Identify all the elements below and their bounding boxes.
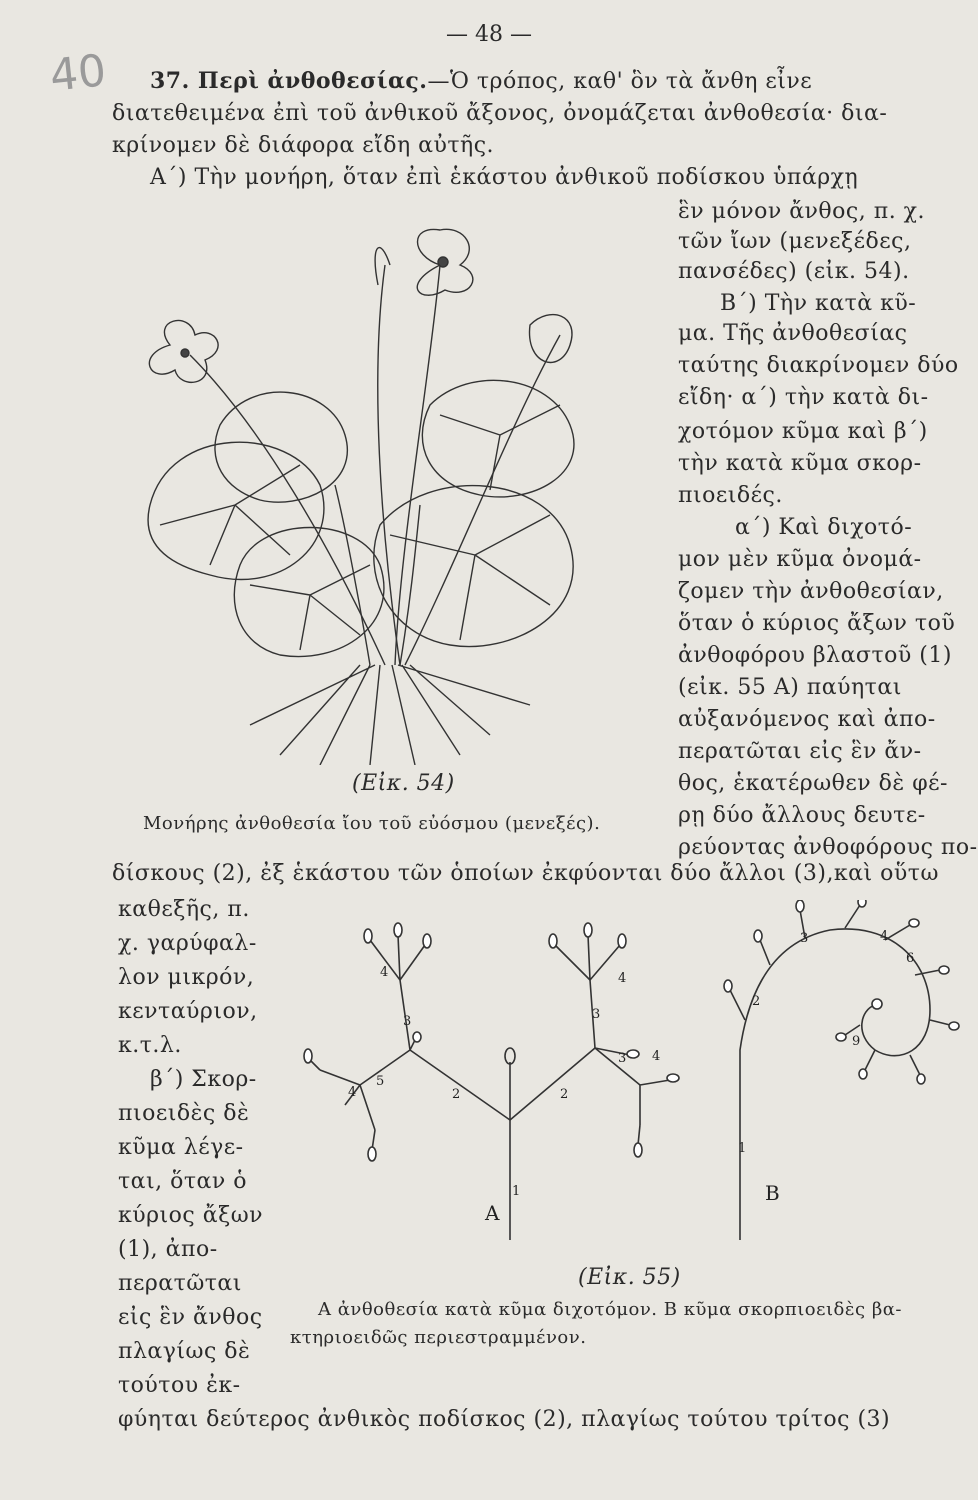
label-6-b: 6 <box>906 951 915 966</box>
left-line-15: τούτου ἐκ- <box>118 1373 241 1398</box>
right-line-21: ρεύοντας ἀνθοφόρους πο- <box>678 835 978 860</box>
right-line-14: ὅταν ὁ κύριος ἄξων τοῦ <box>678 611 956 636</box>
label-4-b: 4 <box>880 929 889 944</box>
label-2-a-right: 2 <box>560 1087 569 1102</box>
cyme-diagram <box>300 900 960 1260</box>
left-line-4: κενταύριον, <box>118 999 258 1024</box>
left-line-7: πιοειδὲς δὲ <box>118 1101 250 1126</box>
section-line-3: κρίνομεν δὲ διάφορα εἴδη αὐτῆς. <box>112 133 495 158</box>
right-line-3: πανσέδες) (εἰκ. 54). <box>678 259 910 284</box>
left-line-13: εἰς ἓν ἄνθος <box>118 1305 263 1330</box>
left-line-1: καθεξῆς, π. <box>118 897 250 922</box>
right-line-12: μον μὲν κῦμα ὀνομά- <box>678 547 922 572</box>
label-1-a: 1 <box>512 1184 521 1199</box>
label-3-a-right-b: 3 <box>618 1051 627 1066</box>
right-line-5: μα. Τῆς ἀνθοθεσίας <box>678 321 908 346</box>
left-line-2: χ. γαρύφαλ- <box>118 931 257 956</box>
left-line-5: κ.τ.λ. <box>118 1033 182 1058</box>
label-3-a-right: 3 <box>592 1007 601 1022</box>
left-line-10: κύριος ἄξων <box>118 1203 264 1228</box>
section-heading: 37. Περὶ ἀνθοθεσίας. <box>150 68 428 94</box>
right-line-13: ζομεν τὴν ἀνθοθεσίαν, <box>678 579 944 604</box>
violet-plant-illustration <box>130 225 650 765</box>
right-line-11: α΄) Καὶ διχοτό- <box>735 515 913 540</box>
right-line-16: (εἰκ. 55 Α) παύηται <box>678 675 902 700</box>
figure-54-label: (Εἰκ. 54) <box>352 771 455 796</box>
label-4-a-left: 4 <box>380 965 389 980</box>
right-line-7: εἴδη· α΄) τὴν κατὰ δι- <box>678 385 929 410</box>
section-line-4: Α΄) Τὴν μονήρη, ὅταν ἐπὶ ἑκάστου ἀνθικοῦ ποδίσκου ὑπάρχῃ <box>150 165 859 190</box>
figure-55-caption-line-1: Α ἀνθοθεσία κατὰ κῦμα διχοτόμον. Β κῦμα σκορπιοειδὲς βα- <box>318 1299 902 1320</box>
label-3-b: 3 <box>800 931 809 946</box>
left-line-14: πλαγίως δὲ <box>118 1339 251 1364</box>
label-9-b: 9 <box>852 1034 861 1049</box>
left-line-11: (1), ἀπο- <box>118 1237 218 1262</box>
left-line-3: λον μικρόν, <box>118 965 255 990</box>
figure-55-caption-line-2: κτηριοειδῶς περιεστραμμένον. <box>290 1327 587 1348</box>
full-width-line: δίσκους (2), ἐξ ἑκάστου τῶν ὁποίων ἐκφύονται δύο ἄλλοι (3),καὶ οὕτω <box>112 861 939 886</box>
diagram-letter-a: A <box>485 1201 500 1225</box>
right-line-20: ρῃ δύο ἄλλους δευτε- <box>678 803 926 828</box>
diagram-letter-b: B <box>765 1181 780 1205</box>
last-line: φύηται δεύτερος ἀνθικὸς ποδίσκος (2), πλαγίως τούτου τρίτος (3) <box>118 1407 891 1432</box>
right-line-4: Β΄) Τὴν κατὰ κῦ- <box>720 291 917 316</box>
section-first-line <box>150 66 812 97</box>
right-line-1: ἓν μόνον ἄνθος, π. χ. <box>678 199 925 224</box>
label-4-a-right: 4 <box>618 971 627 986</box>
label-4-a-right-b: 4 <box>652 1049 661 1064</box>
label-3-a-left: 3 <box>403 1014 412 1029</box>
right-line-6: ταύτης διακρίνομεν δύο <box>678 353 959 378</box>
right-line-18: περατῶται εἰς ἓν ἄν- <box>678 739 922 764</box>
right-line-19: θος, ἑκατέρωθεν δὲ φέ- <box>678 771 948 796</box>
label-2-a-left: 2 <box>452 1087 461 1102</box>
left-line-8: κῦμα λέγε- <box>118 1135 244 1160</box>
label-5-a-left: 5 <box>376 1074 385 1089</box>
label-4-a-left-b: 4 <box>348 1085 357 1100</box>
left-line-9: ται, ὅταν ὁ <box>118 1169 248 1194</box>
right-line-9: τὴν κατὰ κῦμα σκορ- <box>678 451 922 476</box>
label-1-b: 1 <box>738 1141 747 1156</box>
handwritten-margin-note: 40 <box>47 45 109 102</box>
right-line-8: χοτόμον κῦμα καὶ β΄) <box>678 419 928 444</box>
label-2-b: 2 <box>752 994 761 1009</box>
right-line-2: τῶν ἴων (μενεξέδες, <box>678 229 912 254</box>
figure-54-caption: Μονήρης ἀνθοθεσία ἴου τοῦ εὐόσμου (μενεξές). <box>143 813 601 834</box>
left-line-6: β΄) Σκορ- <box>150 1067 257 1092</box>
right-line-17: αὐξανόμενος καὶ ἀπο- <box>678 707 936 732</box>
page-number: — 48 — <box>446 22 532 47</box>
right-line-15: ἀνθοφόρου βλαστοῦ (1) <box>678 643 952 668</box>
section-first-line-rest: —Ὁ τρόπος, καθ' ὃν τὰ ἄνθη εἶνε <box>427 69 813 94</box>
section-line-2: διατεθειμένα ἐπὶ τοῦ ἀνθικοῦ ἄξονος, ὀνομάζεται ἀνθοθεσία· δια- <box>112 101 888 126</box>
right-line-10: πιοειδές. <box>678 483 783 508</box>
figure-55-label: (Εἰκ. 55) <box>578 1265 681 1290</box>
left-line-12: περατῶται <box>118 1271 242 1296</box>
